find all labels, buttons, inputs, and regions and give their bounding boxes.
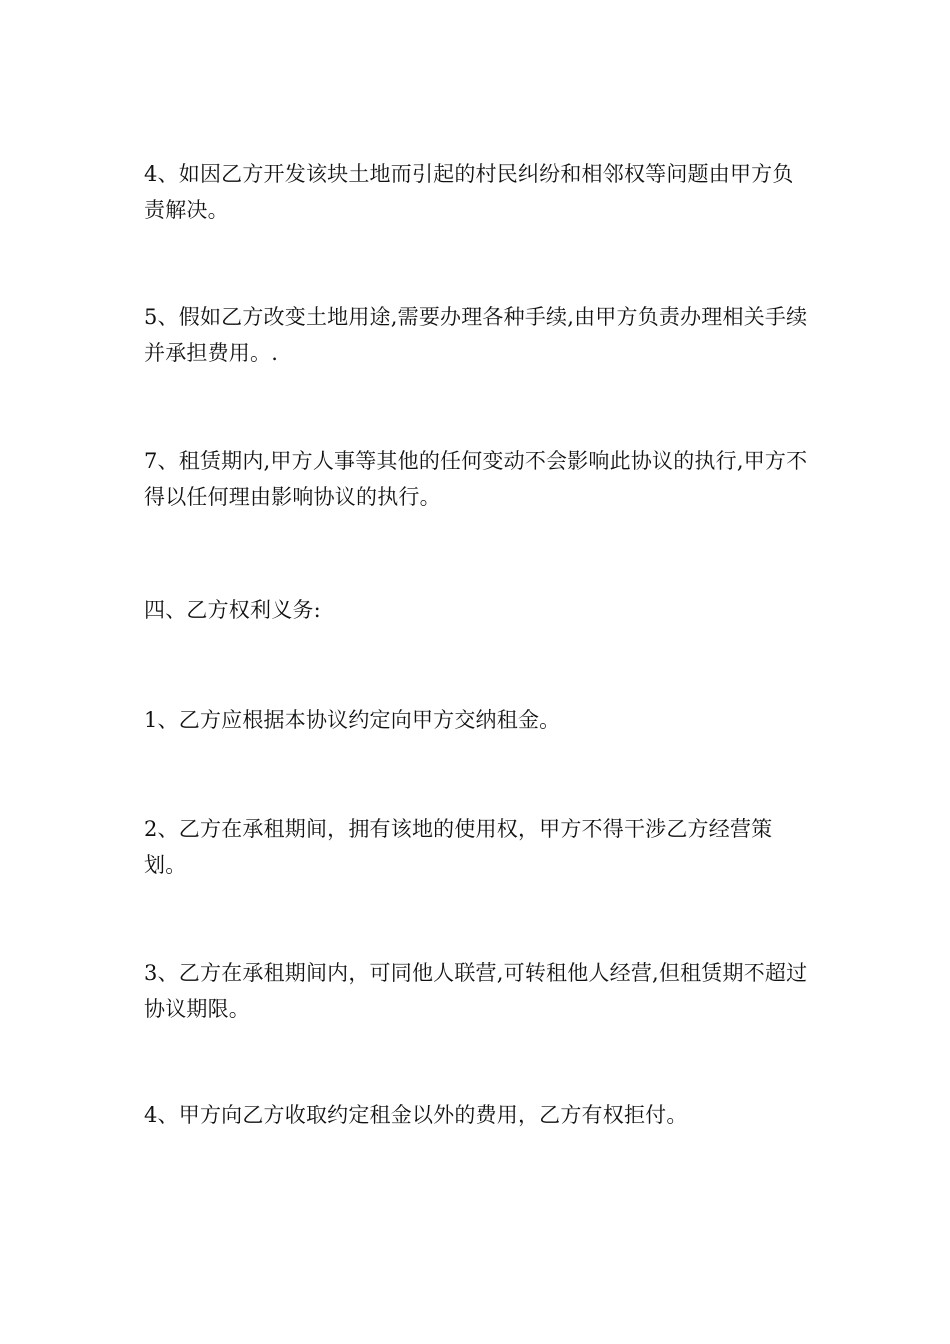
section-heading: 四、乙方权利义务: (144, 598, 321, 622)
clause-paragraph: 1、乙方应根据本协议约定向甲方交纳租金。 (144, 708, 561, 732)
clause-paragraph: 7、租赁期内,甲方人事等其他的任何变动不会影响此协议的执行,甲方不得以任何理由影响协议的执行。 (144, 449, 808, 509)
clause-paragraph: 4、甲方向乙方收取约定租金以外的费用，乙方有权拒付。 (144, 1103, 688, 1127)
clause-paragraph: 5、假如乙方改变土地用途,需要办理各种手续,由甲方负责办理相关手续并承担费用。. (144, 305, 808, 365)
clause-paragraph: 2、乙方在承租期间，拥有该地的使用权，甲方不得干涉乙方经营策划。 (144, 817, 773, 877)
clause-paragraph: 3、乙方在承租期间内，可同他人联营,可转租他人经营,但租赁期不超过协议期限。 (144, 961, 808, 1021)
clause-paragraph: 4、如因乙方开发该块土地而引起的村民纠纷和相邻权等问题由甲方负责解决。 (144, 162, 794, 222)
